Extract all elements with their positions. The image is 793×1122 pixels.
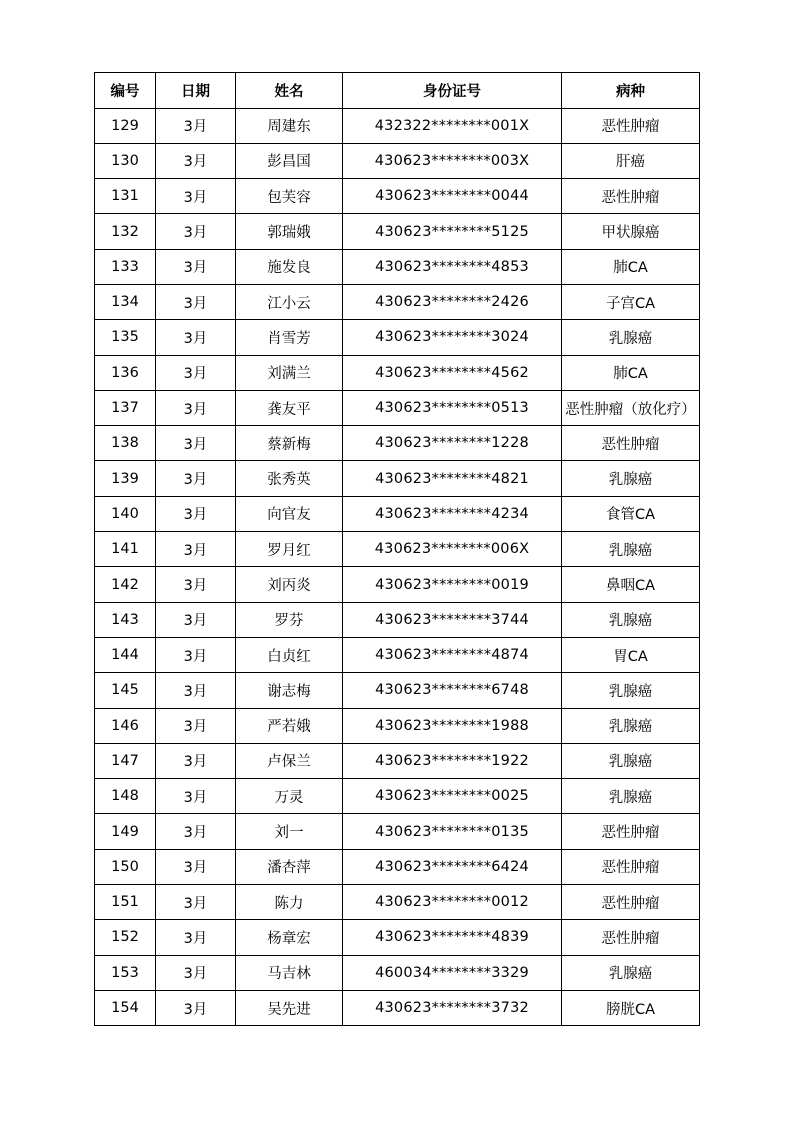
cell-no: 151 [95,885,156,920]
cell-disease: 鼻咽CA [562,567,700,602]
cell-id: 430623********0025 [343,779,562,814]
cell-date: 3月 [156,390,236,425]
table-row [95,390,700,425]
table-row [95,779,700,814]
cell-id: 430623********006X [343,532,562,567]
cell-disease: 乳腺癌 [562,532,700,567]
cell-date: 3月 [156,355,236,390]
cell-id: 460034********3329 [343,955,562,990]
cell-disease: 乳腺癌 [562,320,700,355]
cell-date: 3月 [156,602,236,637]
cell-date: 3月 [156,849,236,884]
cell-name: 罗芬 [236,602,343,637]
table-row [95,637,700,672]
cell-id: 430623********5125 [343,214,562,249]
table-row [95,496,700,531]
cell-disease: 乳腺癌 [562,673,700,708]
table-row [95,249,700,284]
cell-disease: 恶性肿瘤 [562,108,700,143]
cell-no: 145 [95,673,156,708]
cell-disease: 恶性肿瘤 [562,849,700,884]
table-row [95,955,700,990]
cell-disease: 恶性肿瘤 [562,179,700,214]
cell-date: 3月 [156,990,236,1025]
cell-date: 3月 [156,496,236,531]
table-row [95,108,700,143]
table-row [95,743,700,778]
table-row [95,814,700,849]
cell-no: 149 [95,814,156,849]
cell-disease: 子宫CA [562,284,700,319]
cell-id: 430623********4839 [343,920,562,955]
cell-disease: 甲状腺癌 [562,214,700,249]
cell-date: 3月 [156,885,236,920]
cell-name: 彭昌国 [236,143,343,178]
cell-no: 133 [95,249,156,284]
cell-name: 陈力 [236,885,343,920]
cell-disease: 乳腺癌 [562,955,700,990]
cell-date: 3月 [156,108,236,143]
table-row [95,990,700,1025]
table-row [95,532,700,567]
cell-no: 140 [95,496,156,531]
cell-disease: 食管CA [562,496,700,531]
cell-id: 430623********1988 [343,708,562,743]
table-row [95,355,700,390]
cell-date: 3月 [156,143,236,178]
cell-date: 3月 [156,637,236,672]
cell-id: 430623********1228 [343,426,562,461]
cell-id: 432322********001X [343,108,562,143]
cell-disease: 膀胱CA [562,990,700,1025]
cell-name: 罗月红 [236,532,343,567]
cell-date: 3月 [156,814,236,849]
cell-id: 430623********4874 [343,637,562,672]
table-row [95,320,700,355]
cell-no: 132 [95,214,156,249]
cell-name: 龚友平 [236,390,343,425]
cell-name: 谢志梅 [236,673,343,708]
table-row [95,920,700,955]
cell-disease: 肺CA [562,249,700,284]
cell-date: 3月 [156,955,236,990]
cell-date: 3月 [156,284,236,319]
cell-date: 3月 [156,426,236,461]
cell-date: 3月 [156,320,236,355]
cell-id: 430623********003X [343,143,562,178]
cell-no: 152 [95,920,156,955]
cell-no: 150 [95,849,156,884]
cell-no: 134 [95,284,156,319]
header-date: 日期 [156,73,236,109]
cell-id: 430623********6748 [343,673,562,708]
cell-id: 430623********4853 [343,249,562,284]
header-name: 姓名 [236,73,343,109]
cell-name: 吴先进 [236,990,343,1025]
cell-disease: 恶性肿瘤 [562,814,700,849]
table-row [95,885,700,920]
cell-no: 146 [95,708,156,743]
cell-id: 430623********6424 [343,849,562,884]
cell-id: 430623********2426 [343,284,562,319]
cell-id: 430623********4562 [343,355,562,390]
table-row [95,673,700,708]
cell-name: 张秀英 [236,461,343,496]
cell-no: 147 [95,743,156,778]
cell-disease: 乳腺癌 [562,602,700,637]
cell-no: 135 [95,320,156,355]
cell-date: 3月 [156,920,236,955]
table-header-row [95,73,700,109]
cell-no: 142 [95,567,156,602]
cell-disease: 乳腺癌 [562,743,700,778]
cell-name: 刘一 [236,814,343,849]
cell-disease: 胃CA [562,637,700,672]
header-id: 身份证号 [343,73,562,109]
cell-id: 430623********1922 [343,743,562,778]
cell-date: 3月 [156,532,236,567]
cell-name: 白贞红 [236,637,343,672]
table-row [95,602,700,637]
cell-name: 周建东 [236,108,343,143]
cell-date: 3月 [156,567,236,602]
cell-no: 154 [95,990,156,1025]
cell-no: 130 [95,143,156,178]
cell-date: 3月 [156,779,236,814]
cell-no: 129 [95,108,156,143]
table-row [95,708,700,743]
cell-no: 137 [95,390,156,425]
cell-date: 3月 [156,249,236,284]
header-no: 编号 [95,73,156,109]
cell-id: 430623********4234 [343,496,562,531]
table-row [95,179,700,214]
cell-id: 430623********3744 [343,602,562,637]
cell-name: 严若娥 [236,708,343,743]
table-row [95,849,700,884]
cell-no: 144 [95,637,156,672]
cell-no: 153 [95,955,156,990]
cell-disease: 恶性肿瘤（放化疗） [562,390,700,425]
cell-id: 430623********3732 [343,990,562,1025]
cell-name: 肖雪芳 [236,320,343,355]
cell-name: 郭瑞娥 [236,214,343,249]
cell-date: 3月 [156,179,236,214]
cell-id: 430623********0135 [343,814,562,849]
cell-id: 430623********4821 [343,461,562,496]
cell-disease: 乳腺癌 [562,461,700,496]
cell-disease: 乳腺癌 [562,779,700,814]
cell-name: 施发良 [236,249,343,284]
cell-no: 143 [95,602,156,637]
table-body [95,108,700,1026]
cell-name: 卢保兰 [236,743,343,778]
cell-no: 131 [95,179,156,214]
cell-name: 刘丙炎 [236,567,343,602]
cell-name: 潘杏萍 [236,849,343,884]
table-row [95,567,700,602]
cell-no: 141 [95,532,156,567]
cell-disease: 肝癌 [562,143,700,178]
table-row [95,426,700,461]
cell-name: 江小云 [236,284,343,319]
cell-no: 148 [95,779,156,814]
cell-date: 3月 [156,743,236,778]
cell-id: 430623********0513 [343,390,562,425]
cell-no: 139 [95,461,156,496]
cell-disease: 肺CA [562,355,700,390]
cell-name: 杨章宏 [236,920,343,955]
cell-id: 430623********0044 [343,179,562,214]
cell-name: 万灵 [236,779,343,814]
cell-name: 包芙容 [236,179,343,214]
cell-no: 138 [95,426,156,461]
cell-disease: 乳腺癌 [562,708,700,743]
cell-disease: 恶性肿瘤 [562,920,700,955]
cell-disease: 恶性肿瘤 [562,426,700,461]
table-row [95,284,700,319]
cell-date: 3月 [156,708,236,743]
header-disease: 病种 [562,73,700,109]
cell-name: 刘满兰 [236,355,343,390]
cell-date: 3月 [156,214,236,249]
cell-id: 430623********0012 [343,885,562,920]
table-row [95,214,700,249]
cell-id: 430623********0019 [343,567,562,602]
cell-id: 430623********3024 [343,320,562,355]
cell-date: 3月 [156,461,236,496]
cell-name: 马吉林 [236,955,343,990]
table-row [95,143,700,178]
cell-disease: 恶性肿瘤 [562,885,700,920]
records-table [94,72,700,1026]
cell-name: 向官友 [236,496,343,531]
cell-name: 蔡新梅 [236,426,343,461]
table-row [95,461,700,496]
cell-date: 3月 [156,673,236,708]
cell-no: 136 [95,355,156,390]
